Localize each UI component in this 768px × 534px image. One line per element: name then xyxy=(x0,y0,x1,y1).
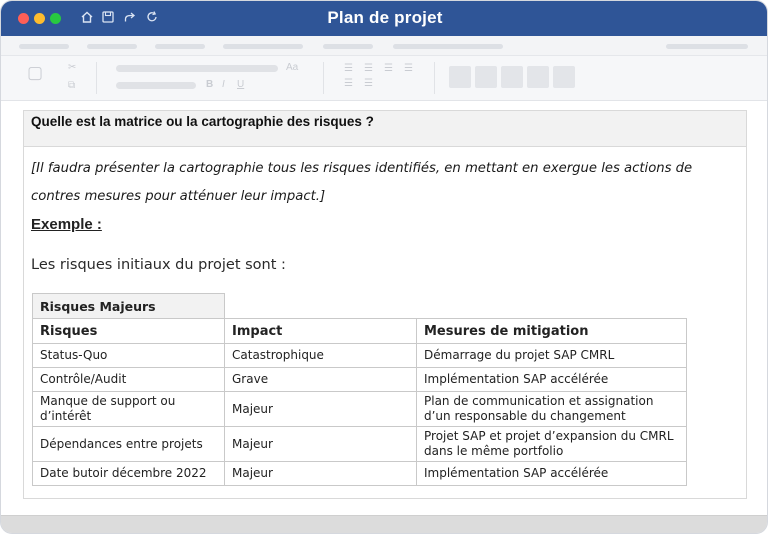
indent-icon[interactable]: ☰ xyxy=(344,78,353,89)
copy-icon[interactable]: ⧉ xyxy=(68,80,76,91)
ribbon-tab[interactable] xyxy=(666,44,748,49)
column-header: Risques xyxy=(33,319,225,344)
numbered-list-icon[interactable]: ☰ xyxy=(364,63,373,74)
ribbon-tab[interactable] xyxy=(87,44,137,49)
table-cell: Démarrage du projet SAP CMRL xyxy=(417,344,687,368)
table-row xyxy=(33,462,687,486)
table-cell: Status-Quo xyxy=(33,344,225,368)
table-row xyxy=(33,427,687,462)
style-preset[interactable] xyxy=(553,66,575,88)
table-caption: Risques Majeurs xyxy=(33,294,225,319)
table-cell: Contrôle/Audit xyxy=(33,368,225,392)
caption-spacer xyxy=(225,294,687,319)
column-header: Mesures de mitigation xyxy=(417,319,687,344)
document-page xyxy=(23,110,747,499)
table-cell: Plan de communication et assignation d’un responsable du changement xyxy=(417,392,687,427)
paste-icon[interactable]: ▢ xyxy=(27,63,44,82)
cut-icon[interactable]: ✂ xyxy=(68,62,77,73)
document-canvas xyxy=(1,101,768,515)
table-cell: Majeur xyxy=(225,462,417,486)
table-cell: Majeur xyxy=(225,427,417,462)
table-cell: Catastrophique xyxy=(225,344,417,368)
table-cell: Majeur xyxy=(225,392,417,427)
table-cell: Date butoir décembre 2022 xyxy=(33,462,225,486)
intro-text: Les risques initiaux du projet sont : xyxy=(31,257,286,273)
table-cell: Projet SAP et projet d’expansion du CMRL dans le même portfolio xyxy=(417,427,687,462)
risk-table xyxy=(32,293,687,486)
question-header xyxy=(24,111,746,147)
italic-button[interactable]: I xyxy=(222,79,225,90)
table-cell: Manque de support ou d’intérêt xyxy=(33,392,225,427)
ribbon-tabs xyxy=(1,36,768,56)
ribbon-tab[interactable] xyxy=(223,44,303,49)
column-header: Impact xyxy=(225,319,417,344)
justify-icon[interactable]: ☰ xyxy=(404,63,413,74)
ribbon-separator xyxy=(96,62,97,94)
bold-button[interactable]: B xyxy=(206,79,214,90)
section-question: Quelle est la matrice ou la cartographie des risques ? xyxy=(31,114,374,129)
ribbon-tab[interactable] xyxy=(323,44,373,49)
example-label: Exemple : xyxy=(31,216,102,233)
table-cell: Implémentation SAP accélérée xyxy=(417,368,687,392)
table-row xyxy=(33,368,687,392)
font-size-hint[interactable]: Aa xyxy=(286,62,299,73)
bullet-list-icon[interactable]: ☰ xyxy=(344,63,353,74)
table-cell: Implémentation SAP accélérée xyxy=(417,462,687,486)
style-preset[interactable] xyxy=(501,66,523,88)
style-preset[interactable] xyxy=(475,66,497,88)
window-title: Plan de projet xyxy=(327,8,443,27)
table-cell: Dépendances entre projets xyxy=(33,427,225,462)
table-row xyxy=(33,344,687,368)
ribbon-separator xyxy=(434,62,435,94)
table-caption-row xyxy=(33,294,687,319)
ribbon-tab[interactable] xyxy=(393,44,503,49)
style-preset[interactable] xyxy=(449,66,471,88)
ribbon-toolbar xyxy=(1,56,768,101)
align-left-icon[interactable]: ☰ xyxy=(384,63,393,74)
style-preset[interactable] xyxy=(527,66,549,88)
instruction-text: [Il faudra présenter la cartographie tous les risques identifiés, en mettant en exergue les actions de contres mesures pour atténuer leur impact.] xyxy=(31,161,693,204)
ribbon-tab[interactable] xyxy=(155,44,205,49)
table-cell: Grave xyxy=(225,368,417,392)
table-row xyxy=(33,392,687,427)
title-bar xyxy=(1,1,768,36)
ribbon-separator xyxy=(323,62,324,94)
font-size-select[interactable] xyxy=(116,82,196,89)
status-bar xyxy=(1,515,768,534)
table-header-row xyxy=(33,319,687,344)
ribbon-tab[interactable] xyxy=(19,44,69,49)
underline-button[interactable]: U xyxy=(237,79,245,90)
font-name-select[interactable] xyxy=(116,65,278,72)
outdent-icon[interactable]: ☰ xyxy=(364,78,373,89)
